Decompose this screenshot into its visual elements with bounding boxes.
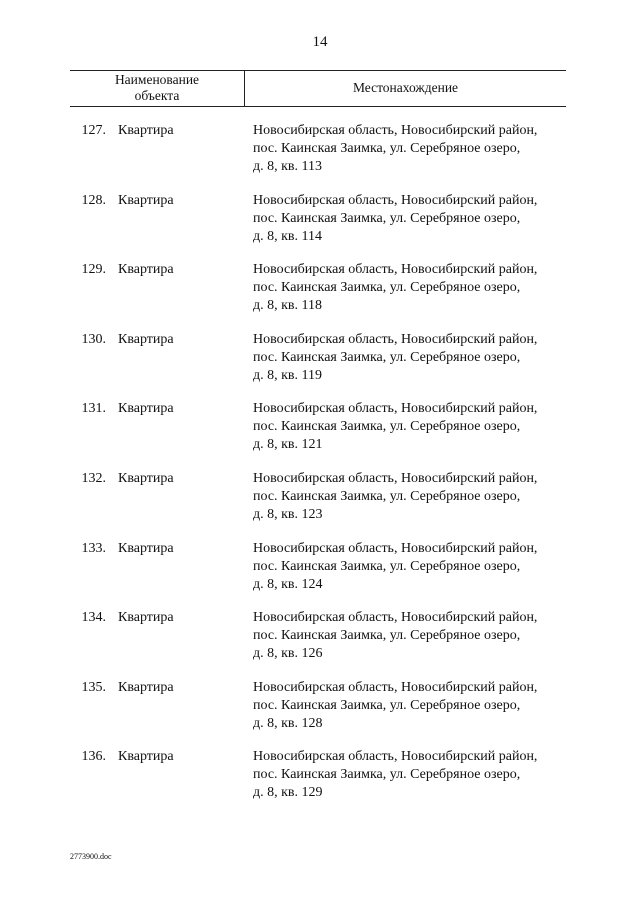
row-number: 130.	[81, 331, 106, 347]
row-address-line2: пос. Каинская Заимка, ул. Серебряное озеро,	[253, 697, 521, 713]
table-row	[0, 122, 640, 192]
table-row	[0, 331, 640, 401]
row-address	[253, 261, 573, 315]
header-top-rule	[70, 70, 566, 71]
column-header-object-name-line1: Наименование	[114, 72, 200, 87]
column-header-location: Местонахождение	[352, 80, 459, 95]
row-number: 128.	[81, 192, 106, 208]
row-address-line1: Новосибирская область, Новосибирский район,	[253, 470, 538, 486]
row-object-name: Квартира	[118, 123, 174, 138]
header-bottom-rule	[70, 106, 566, 107]
row-object-name: Квартира	[118, 401, 174, 417]
row-object-name: Квартира	[118, 331, 174, 347]
row-address-line2: пос. Каинская Заимка, ул. Серебряное озеро,	[253, 767, 521, 783]
row-address-line2: пос. Каинская Заимка, ул. Серебряное озеро,	[253, 488, 521, 504]
row-address-line2: пос. Каинская Заимка, ул. Серебряное озеро,	[253, 628, 521, 644]
row-object-name: Квартира	[118, 192, 174, 208]
row-number: 131.	[81, 401, 106, 417]
row-object-name: Квартира	[118, 540, 174, 556]
row-address	[253, 331, 573, 385]
row-number: 132.	[81, 470, 106, 486]
row-address-line2: пос. Каинская Заимка, ул. Серебряное озеро,	[253, 558, 521, 574]
row-address	[253, 748, 573, 802]
row-address-line3: д. 8, кв. 119	[253, 367, 323, 383]
row-address-line3: д. 8, кв. 124	[253, 576, 323, 592]
row-address-line3: д. 8, кв. 118	[253, 298, 323, 314]
row-address-line1: Новосибирская область, Новосибирский район,	[253, 192, 538, 208]
row-object-name: Квартира	[118, 749, 174, 765]
footer-file-reference: 2773900.doc	[70, 852, 112, 861]
row-address-line2: пос. Каинская Заимка, ул. Серебряное озеро,	[253, 349, 521, 365]
row-address-line1: Новосибирская область, Новосибирский район,	[253, 540, 538, 556]
row-number: 135.	[81, 679, 106, 695]
row-address-line2: пос. Каинская Заимка, ул. Серебряное озеро,	[253, 141, 521, 156]
row-address-line1: Новосибирская область, Новосибирский район,	[253, 749, 538, 765]
row-address-line2: пос. Каинская Заимка, ул. Серебряное озеро,	[253, 210, 521, 226]
row-object-name: Квартира	[118, 610, 174, 626]
row-address	[253, 192, 573, 246]
row-address-line3: д. 8, кв. 113	[253, 159, 323, 174]
object-list	[0, 122, 640, 818]
table-row	[0, 609, 640, 679]
row-address	[253, 122, 573, 176]
row-address-line3: д. 8, кв. 123	[253, 506, 323, 522]
column-header-object-name-line2: объекта	[134, 88, 180, 103]
page-number: 14	[312, 34, 328, 50]
row-address-line1: Новосибирская область, Новосибирский район,	[253, 679, 538, 695]
row-number: 129.	[81, 262, 106, 278]
table-row	[0, 400, 640, 470]
row-address	[253, 400, 573, 454]
row-address-line1: Новосибирская область, Новосибирский район,	[253, 610, 538, 626]
table-row	[0, 261, 640, 331]
row-number: 134.	[81, 610, 106, 626]
row-address-line3: д. 8, кв. 129	[253, 785, 323, 801]
row-address-line3: д. 8, кв. 128	[253, 715, 323, 731]
column-header-object-name	[70, 72, 244, 104]
row-address	[253, 540, 573, 594]
row-object-name: Квартира	[118, 679, 174, 695]
row-number: 127.	[81, 123, 106, 138]
row-object-name: Квартира	[118, 262, 174, 278]
row-address-line1: Новосибирская область, Новосибирский район,	[253, 123, 538, 138]
table-row	[0, 470, 640, 540]
row-address-line3: д. 8, кв. 114	[253, 228, 323, 244]
row-address-line3: д. 8, кв. 126	[253, 646, 323, 662]
row-number: 133.	[81, 540, 106, 556]
row-number: 136.	[81, 749, 106, 765]
row-address	[253, 470, 573, 524]
table-row	[0, 540, 640, 610]
row-address-line1: Новосибирская область, Новосибирский район,	[253, 401, 538, 417]
row-address-line3: д. 8, кв. 121	[253, 437, 323, 453]
row-address	[253, 609, 573, 663]
row-address	[253, 679, 573, 733]
row-address-line1: Новосибирская область, Новосибирский район,	[253, 331, 538, 347]
table-row	[0, 748, 640, 818]
table-row	[0, 192, 640, 262]
row-object-name: Квартира	[118, 470, 174, 486]
table-row	[0, 679, 640, 749]
row-address-line2: пос. Каинская Заимка, ул. Серебряное озеро,	[253, 419, 521, 435]
row-address-line1: Новосибирская область, Новосибирский район,	[253, 262, 538, 278]
row-address-line2: пос. Каинская Заимка, ул. Серебряное озеро,	[253, 280, 521, 296]
